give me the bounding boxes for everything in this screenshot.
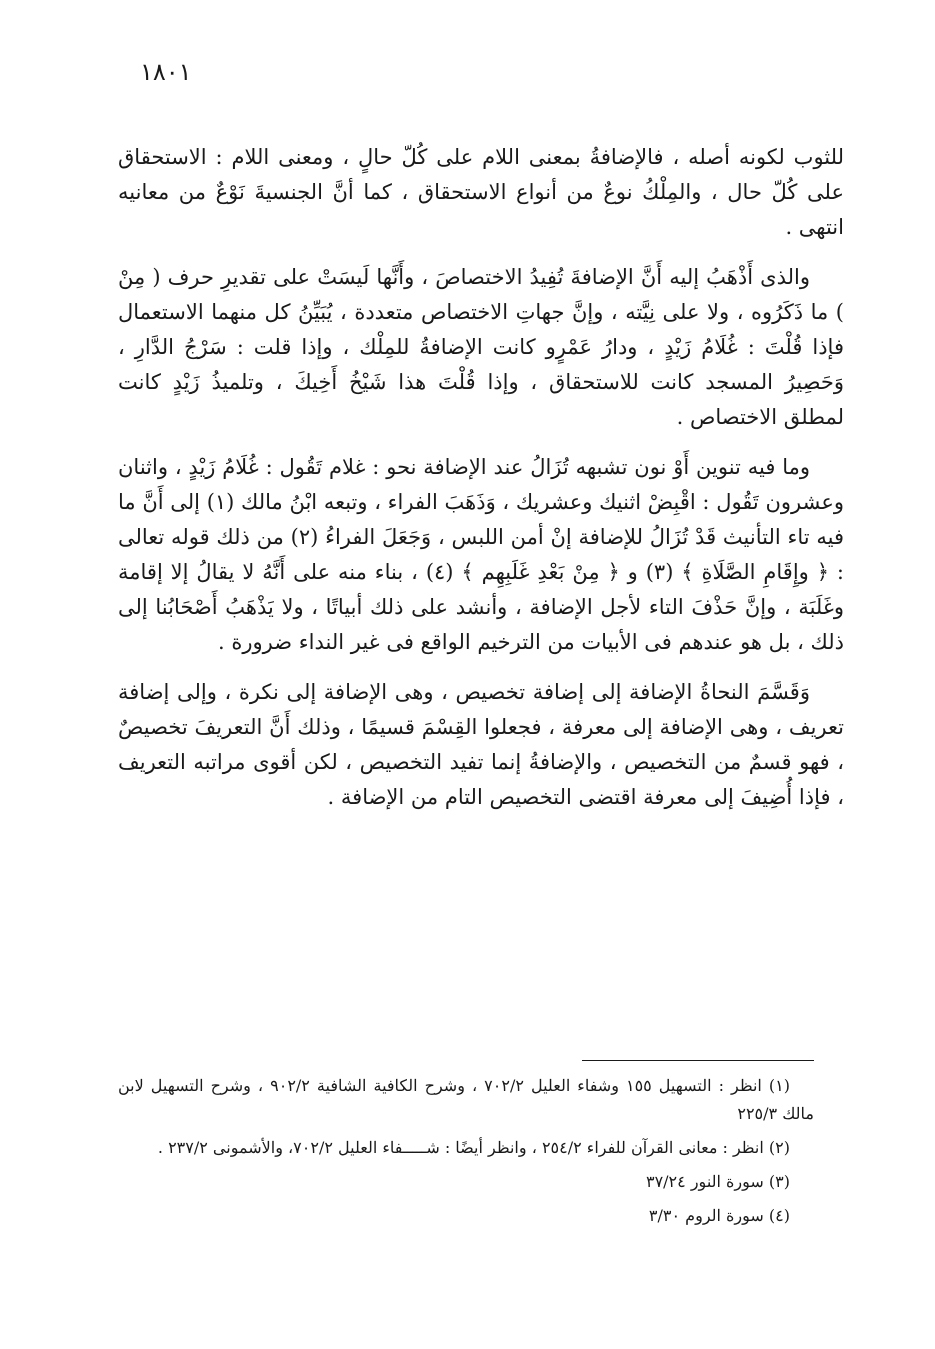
footnote-divider: [582, 1060, 814, 1061]
footnote: (١) انظر : التسهيل ١٥٥ وشفاء العليل ٧٠٢/٢ ، وشرح الكافية الشافية ٩٠٢/٢ ، وشرح التسهيل لابن مالك ٢٢٥/٣: [118, 1076, 814, 1123]
footnotes: [118, 1072, 814, 1236]
paragraph: وما فيه تنوين أَوْ نون تشبهه تُزَالُ عند الإضافة نحو : غلام تَقُول : غُلَامُ زَيْدٍ ، واثنان وعشرون تَقُول : اقْبِضْ اثنيك وعشريك ، وَذَهَبَ الفراء ، وتبعه ابْنُ مالك (١) إلى أَنَّ ما فيه تاء التأنيث قَدْ تُزَالُ للإضافة إنْ أمن اللبس ، وَجَعَلَ الفراءُ (٢) من ذلك قوله تعالى : ﴿ وإِقَامِ الصَّلَاةِ ﴾ (٣) و ﴿ مِنْ بَعْدِ غَلَبِهِم ﴾ (٤) ، بناء منه على أَنَّهُ لا يقالُ إلا إقامة وغَلَبَة ، وإنَّ حَذْفَ التاء لأجل الإضافة ، وأنشد على ذلك أبياتًا ، ولا يَذْهَبُ أَصْحَابُنا إلى ذلك ، بل هو عندهم فى الأبيات من الترخيم الواقع فى غير النداء ضرورة .: [118, 455, 845, 654]
page-number: ١٨٠١: [140, 58, 192, 86]
body-text: [118, 140, 844, 830]
footnote: (٤) سورة الروم ٣/٣٠: [648, 1206, 790, 1225]
footnote: (٣) سورة النور ٣٧/٢٤: [645, 1172, 790, 1191]
footnote: (٢) انظر : معانى القرآن للفراء ٢٥٤/٢ ، وانظر أيضًا : شـــــفاء العليل ٧٠٢/٢، والأشمونى ٢٣٧/٢ .: [157, 1138, 790, 1157]
paragraph: وَقَسَّمَ النحاةُ الإضافة إلى إضافة تخصيص ، وهى الإضافة إلى نكرة ، وإلى إضافة تعريف ، وهى الإضافة إلى معرفة ، فجعلوا القِسْمَ قسيمًا ، وذلك أَنَّ التعريفَ تخصيصٌ ، فهو قسمٌ من التخصيص ، والإضافةُ إنما تفيد التخصيص ، لكن أقوى مراتبه التعريف ، فإذا أُضِيفَ إلى معرفة اقتضى التخصيص التام من الإضافة .: [118, 680, 844, 809]
paragraph: والذى أَذْهَبُ إليه أَنَّ الإضافةَ تُفِيدُ الاختصاصَ ، وأَنَّها لَيسَتْ على تقديرِ حرف ( مِنْ ) ما ذَكَرُوه ، ولا على نِيَّته ، وإنَّ جهاتِ الاختصاص متعددة ، يُبَيِّنُ كل منهما الاستعمال فإذا قُلْتَ : غُلَامُ زَيْدٍ ، ودارُ عَمْرٍو كانت الإضافةُ للمِلْك ، وإذا قلت : سَرْجُ الدَّارِ ، وَحَصِيرُ المسجد كانت للاستحقاق ، وإذا قُلْتَ هذا شَيْخُ أَخِيكَ ، وتلميذُ زَيْدٍ كانت لمطلق الاختصاص .: [118, 265, 844, 429]
paragraph: للثوب لكونه أصله ، فالإضافةُ بمعنى اللام على كُلّ حالٍ ، ومعنى اللام : الاستحقاق على كُلّ حال ، والمِلْكُ نوعٌ من أنواع الاستحقاق ، كما أنَّ الجنسيةَ نَوْعٌ من معانيه انتهى .: [118, 145, 844, 239]
